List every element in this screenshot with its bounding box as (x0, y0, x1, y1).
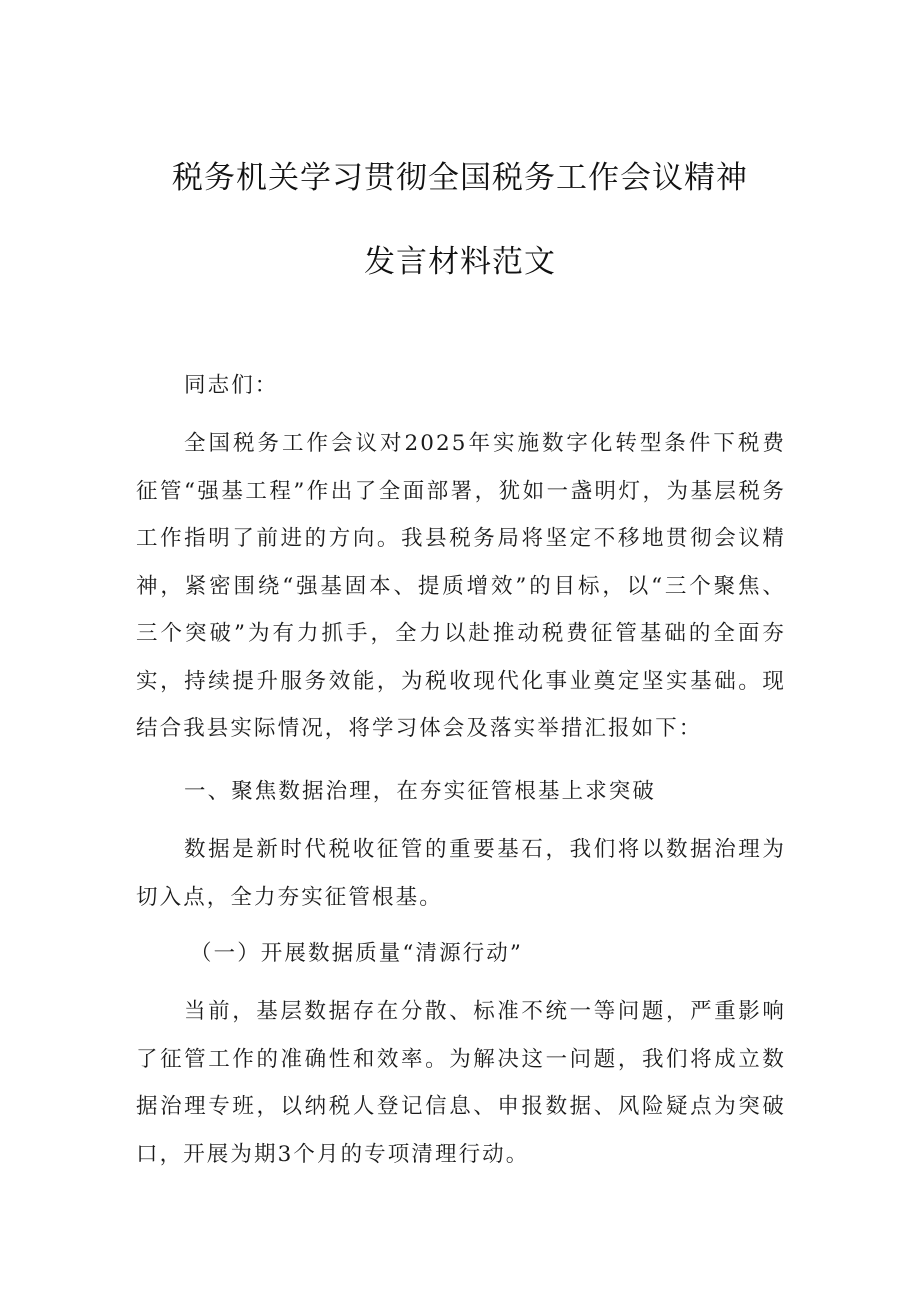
document-title-line2: 发言材料范文 (364, 244, 556, 280)
paragraph-intro: 全国税务工作会议对2025年实施数字化转型条件下税费征管“强基工程”作出了全面部署，犹如一盏明灯，为基层税务工作指明了前进的方向。我县税务局将坚定不移地贯彻会议精神，紧密围绕“强基固本、提质增效”的目标，以“三个聚焦、三个突破”为有力抓手，全力以赴推动税费征管基础的全面夯实，持续提升服务效能，为税收现代化事业奠定坚实基础。现结合我县实际情况，将学习体会及落实举措汇报如下： (136, 431, 786, 741)
paragraph-subsection-1: 当前，基层数据存在分散、标准不统一等问题，严重影响了征管工作的准确性和效率。为解决这一问题，我们将成立数据治理专班，以纳税人登记信息、申报数据、风险疑点为突破口，开展为期3个月的专项清理行动。 (136, 999, 786, 1167)
subsection-heading-1: （一）开展数据质量“清源行动” (190, 941, 523, 966)
document-title-line1: 税务机关学习贯彻全国税务工作会议精神 (172, 160, 748, 196)
section-heading-1: 一、聚焦数据治理，在夯实征管根基上求突破 (184, 779, 657, 804)
salutation: 同志们： (184, 373, 279, 398)
paragraph-section-1: 数据是新时代税收征管的重要基石，我们将以数据治理为切入点，全力夯实征管根基。 (136, 837, 786, 910)
